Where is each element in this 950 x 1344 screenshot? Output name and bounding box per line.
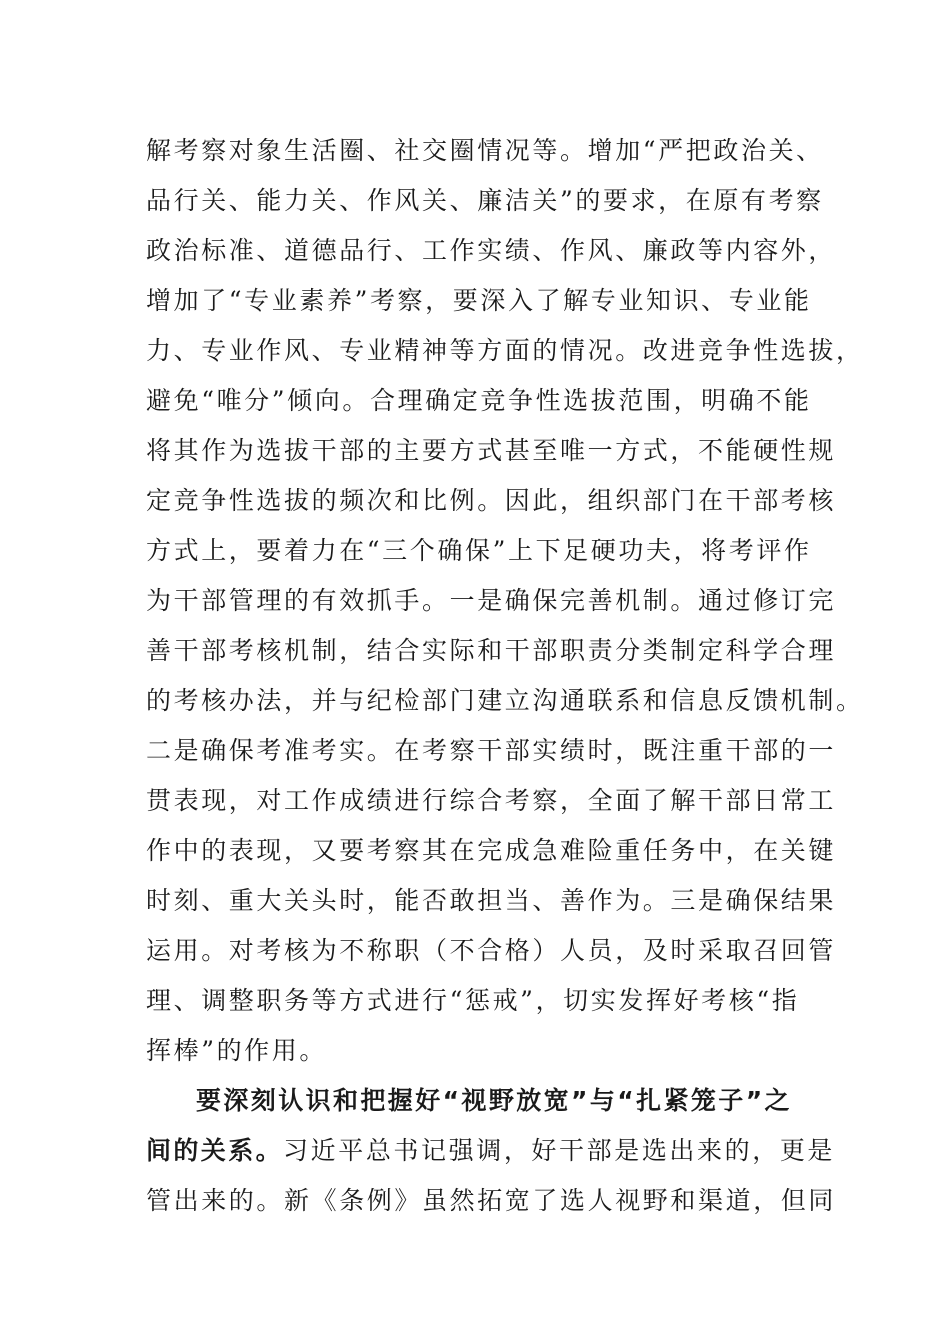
paragraph-text: 习近平总书记强调，好干部是选出来的，更是 <box>283 1136 836 1165</box>
text-line: 为干部管理的有效抓手。一是确保完善机制。通过修订完 <box>146 586 837 615</box>
paragraph-heading-end: 间的关系。 <box>146 1136 284 1165</box>
text-line: 方式上，要着力在“三个确保”上下足硬功夫，将考评作 <box>146 536 812 565</box>
text-line: 政治标准、道德品行、工作实绩、作风、廉政等内容外， <box>146 236 837 265</box>
text-line: 挥棒”的作用。 <box>146 1036 327 1065</box>
text-line: 品行关、能力关、作风关、廉洁关”的要求，在原有考察 <box>146 186 824 215</box>
text-line: 管出来的。新《条例》虽然拓宽了选人视野和渠道，但同 <box>146 1186 837 1215</box>
text-line: 解考察对象生活圈、社交圈情况等。增加“严把政治关、 <box>146 136 824 165</box>
text-line: 增加了“专业素养”考察，要深入了解专业知识、专业能 <box>146 286 812 315</box>
text-line: 运用。对考核为不称职（不合格）人员，及时采取召回管 <box>146 936 837 965</box>
paragraph-heading-line: 要深刻认识和把握好“视野放宽”与“扎紧笼子”之 <box>196 1086 792 1115</box>
paragraph-line-mixed <box>146 1136 836 1166</box>
text-line: 作中的表现，又要考察其在完成急难险重任务中，在关键 <box>146 836 837 865</box>
text-line: 力、专业作风、专业精神等方面的情况。改进竞争性选拔， <box>146 336 864 365</box>
text-line: 二是确保考准考实。在考察干部实绩时，既注重干部的一 <box>146 736 837 765</box>
text-line: 理、调整职务等方式进行“惩戒”，切实发挥好考核“指 <box>146 986 800 1015</box>
text-line: 将其作为选拔干部的主要方式甚至唯一方式，不能硬性规 <box>146 436 837 465</box>
text-line: 善干部考核机制，结合实际和干部职责分类制定科学合理 <box>146 636 837 665</box>
text-line: 避免“唯分”倾向。合理确定竞争性选拔范围，明确不能 <box>146 386 812 415</box>
text-line: 时刻、重大关头时，能否敢担当、善作为。三是确保结果 <box>146 886 837 915</box>
text-line: 定竞争性选拔的频次和比例。因此，组织部门在干部考核 <box>146 486 837 515</box>
text-line: 的考核办法，并与纪检部门建立沟通联系和信息反馈机制。 <box>146 686 864 715</box>
text-line: 贯表现，对工作成绩进行综合考察，全面了解干部日常工 <box>146 786 837 815</box>
